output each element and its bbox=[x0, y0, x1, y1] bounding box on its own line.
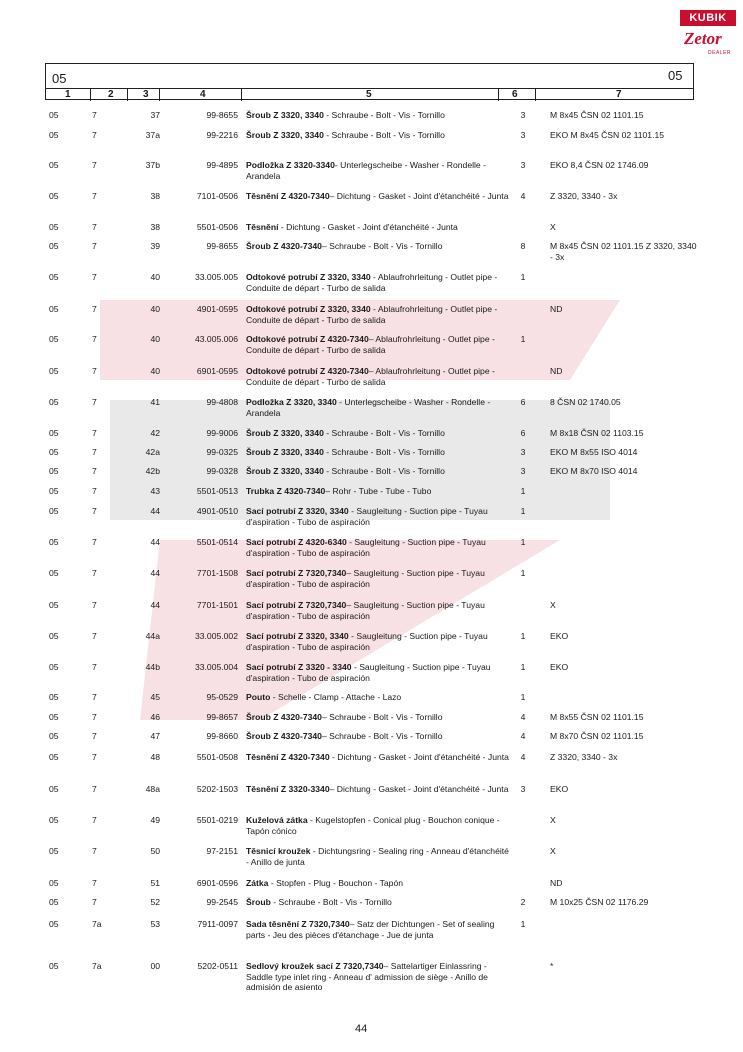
cell-quantity: 3 bbox=[520, 130, 526, 140]
description-name: Těsnění bbox=[246, 222, 279, 232]
cell-section: 05 bbox=[49, 191, 59, 201]
cell-part-number: 6901-0595 bbox=[196, 366, 238, 376]
cell-section: 05 bbox=[49, 110, 59, 120]
cell-part-number: 99-4808 bbox=[206, 397, 238, 407]
cell-position: 40 bbox=[150, 334, 160, 344]
cell-description bbox=[246, 466, 510, 477]
cell-section: 05 bbox=[49, 600, 59, 610]
description-name: Sací potrubí Z 7320,7340 bbox=[246, 568, 347, 578]
cell-position: 37a bbox=[145, 130, 160, 140]
cell-part-number: 33.005.005 bbox=[194, 272, 238, 282]
cell-description bbox=[246, 160, 510, 181]
description-name: Šroub Z 4320-7340 bbox=[246, 731, 322, 741]
cell-group: 7 bbox=[92, 334, 97, 344]
cell-note: M 8x55 ČSN 02 1101.15 bbox=[550, 712, 644, 722]
description-translations: - Saugleitung - Suction pipe - Tuyau d'aspiration - Tubo de aspiración bbox=[246, 537, 486, 558]
cell-group: 7 bbox=[92, 130, 97, 140]
description-name: Těsnicí kroužek bbox=[246, 846, 311, 856]
cell-description bbox=[246, 241, 510, 252]
cell-position: 40 bbox=[150, 366, 160, 376]
section-code-left: 05 bbox=[52, 71, 67, 86]
cell-description bbox=[246, 222, 510, 233]
cell-description bbox=[246, 366, 510, 387]
cell-description bbox=[246, 692, 510, 703]
cell-position: 43 bbox=[150, 486, 160, 496]
description-name: Podložka Z 3320, 3340 bbox=[246, 397, 337, 407]
cell-position: 53 bbox=[150, 919, 160, 929]
cell-group: 7 bbox=[92, 160, 97, 170]
description-name: Těsnění Z 4320-7340 bbox=[246, 191, 330, 201]
cell-group: 7 bbox=[92, 486, 97, 496]
cell-note: * bbox=[550, 961, 554, 971]
cell-note: X bbox=[550, 600, 556, 610]
cell-note: Z 3320, 3340 - 3x bbox=[550, 752, 618, 762]
cell-description bbox=[246, 486, 510, 497]
cell-section: 05 bbox=[49, 878, 59, 888]
cell-part-number: 5202-0511 bbox=[197, 961, 238, 971]
cell-description bbox=[246, 712, 510, 723]
description-translations: – Saugleitung - Suction pipe - Tuyau d'aspiration - Tubo de aspiración bbox=[246, 600, 485, 621]
cell-group: 7 bbox=[92, 506, 97, 516]
description-name: Odtokové potrubí Z 3320, 3340 bbox=[246, 272, 371, 282]
cell-description bbox=[246, 191, 510, 202]
cell-quantity: 1 bbox=[520, 692, 526, 702]
cell-quantity: 1 bbox=[520, 537, 526, 547]
cell-section: 05 bbox=[49, 961, 59, 971]
logo-brand: KUBIK bbox=[680, 10, 736, 26]
description-translations: – Satz der Dichtungen - Set of sealing parts - Jeu des pièces d'étanchage - Jue de junta bbox=[246, 919, 495, 940]
description-name: Sací potrubí Z 3320 - 3340 bbox=[246, 662, 352, 672]
cell-part-number: 5202-1503 bbox=[196, 784, 238, 794]
cell-part-number: 7911-0097 bbox=[197, 919, 238, 929]
cell-description bbox=[246, 537, 510, 558]
cell-position: 37 bbox=[150, 110, 160, 120]
description-translations: – Schraube - Bolt - Vis - Tornillo bbox=[321, 712, 443, 722]
cell-position: 51 bbox=[150, 878, 160, 888]
description-name: Kuželová zátka bbox=[246, 815, 308, 825]
description-translations: - Ablaufrohrleitung - Outlet pipe - Conduite de départ - Turbo de salida bbox=[246, 272, 498, 293]
page-number: 44 bbox=[355, 1023, 368, 1035]
cell-quantity: 1 bbox=[520, 568, 526, 578]
cell-part-number: 33.005.002 bbox=[194, 631, 238, 641]
cell-section: 05 bbox=[49, 784, 59, 794]
description-name: Šroub Z 4320-7340 bbox=[246, 241, 322, 251]
description-translations: - Saugleitung - Suction pipe - Tuyau d'aspiration - Tubo de aspiración bbox=[246, 662, 491, 683]
cell-position: 48a bbox=[145, 784, 160, 794]
cell-section: 05 bbox=[49, 631, 59, 641]
cell-group: 7 bbox=[92, 568, 97, 578]
cell-section: 05 bbox=[49, 919, 59, 929]
cell-description bbox=[246, 130, 510, 141]
cell-note: X bbox=[550, 846, 556, 856]
col-header-1: 1 bbox=[65, 89, 71, 100]
cell-part-number: 99-9006 bbox=[206, 428, 238, 438]
cell-note: M 8x45 ČSN 02 1101.15 bbox=[550, 110, 644, 120]
description-name: Odtokové potrubí Z 3320, 3340 bbox=[246, 304, 371, 314]
cell-position: 50 bbox=[150, 846, 160, 856]
description-name: Sací potrubí Z 4320-6340 bbox=[246, 537, 347, 547]
cell-note: ND bbox=[550, 304, 563, 314]
cell-note: X bbox=[550, 815, 556, 825]
cell-description bbox=[246, 334, 510, 355]
description-translations: - Unterlegscheibe - Washer - Rondelle - Arandela bbox=[246, 397, 491, 418]
description-translations: - Kugelstopfen - Conical plug - Bouchon conique - Tapón cónico bbox=[246, 815, 500, 836]
cell-position: 40 bbox=[150, 304, 160, 314]
description-translations: - Dichtung - Gasket - Joint d'étanchéité - Junta bbox=[329, 752, 509, 762]
cell-section: 05 bbox=[49, 272, 59, 282]
description-translations: - Schraube - Bolt - Vis - Tornillo bbox=[323, 110, 445, 120]
description-name: Těsnění Z 3320-3340 bbox=[246, 784, 330, 794]
cell-group: 7 bbox=[92, 110, 97, 120]
cell-position: 41 bbox=[150, 397, 160, 407]
cell-section: 05 bbox=[49, 397, 59, 407]
cell-description bbox=[246, 878, 510, 889]
description-translations: - Schraube - Bolt - Vis - Tornillo bbox=[323, 466, 445, 476]
cell-note: M 8x45 ČSN 02 1101.15 Z 3320, 3340 - 3x bbox=[550, 241, 697, 262]
cell-description bbox=[246, 428, 510, 439]
cell-quantity: 3 bbox=[520, 110, 526, 120]
section-code-right: 05 bbox=[668, 68, 683, 83]
cell-quantity: 1 bbox=[520, 919, 526, 929]
cell-group: 7 bbox=[92, 600, 97, 610]
description-name: Šroub Z 3320, 3340 bbox=[246, 447, 324, 457]
cell-quantity: 3 bbox=[520, 160, 526, 170]
cell-section: 05 bbox=[49, 304, 59, 314]
cell-description bbox=[246, 631, 510, 652]
cell-position: 44 bbox=[150, 537, 160, 547]
cell-description bbox=[246, 897, 510, 908]
cell-quantity: 3 bbox=[520, 447, 526, 457]
col-header-3: 3 bbox=[143, 89, 149, 100]
cell-position: 49 bbox=[150, 815, 160, 825]
cell-section: 05 bbox=[49, 712, 59, 722]
cell-position: 46 bbox=[150, 712, 160, 722]
cell-part-number: 99-0328 bbox=[206, 466, 238, 476]
description-name: Odtokové potrubí Z 4320-7340 bbox=[246, 366, 369, 376]
description-translations: - Dichtungsring - Sealing ring - Anneau d'étanchéité - Anillo de junta bbox=[246, 846, 509, 867]
description-name: Zátka bbox=[246, 878, 269, 888]
description-translations: - Schraube - Bolt - Vis - Tornillo bbox=[323, 447, 445, 457]
cell-group: 7 bbox=[92, 815, 97, 825]
cell-section: 05 bbox=[49, 537, 59, 547]
cell-section: 05 bbox=[49, 334, 59, 344]
cell-description bbox=[246, 846, 510, 867]
description-name: Pouto bbox=[246, 692, 271, 702]
cell-quantity: 4 bbox=[520, 752, 526, 762]
cell-quantity: 8 bbox=[520, 241, 526, 251]
cell-position: 39 bbox=[150, 241, 160, 251]
logo-sub: Zetor bbox=[684, 29, 722, 48]
description-translations: – Schraube - Bolt - Vis - Tornillo bbox=[321, 241, 443, 251]
cell-part-number: 99-0325 bbox=[206, 447, 238, 457]
col-header-2: 2 bbox=[108, 89, 114, 100]
cell-group: 7a bbox=[92, 961, 102, 971]
cell-group: 7 bbox=[92, 428, 97, 438]
cell-description bbox=[246, 600, 510, 621]
cell-description bbox=[246, 731, 510, 742]
cell-description bbox=[246, 272, 510, 293]
cell-section: 05 bbox=[49, 752, 59, 762]
cell-quantity: 1 bbox=[520, 506, 526, 516]
cell-part-number: 6901-0596 bbox=[196, 878, 238, 888]
cell-section: 05 bbox=[49, 662, 59, 672]
cell-part-number: 7701-1508 bbox=[196, 568, 238, 578]
cell-description bbox=[246, 506, 510, 527]
cell-group: 7 bbox=[92, 897, 97, 907]
cell-part-number: 99-8660 bbox=[206, 731, 238, 741]
cell-position: 42a bbox=[145, 447, 160, 457]
description-name: Sedlový kroužek sací Z 7320,7340 bbox=[246, 961, 384, 971]
cell-part-number: 5501-0506 bbox=[196, 222, 238, 232]
cell-description bbox=[246, 110, 510, 121]
cell-quantity: 1 bbox=[520, 662, 526, 672]
cell-group: 7 bbox=[92, 241, 97, 251]
description-translations: - Saugleitung - Suction pipe - Tuyau d'aspiration - Tubo de aspiración bbox=[246, 506, 488, 527]
col-header-7: 7 bbox=[616, 89, 622, 100]
cell-description bbox=[246, 397, 510, 418]
cell-position: 44a bbox=[145, 631, 160, 641]
cell-note: X bbox=[550, 222, 556, 232]
description-translations: – Sattelartiger Einlassring - Saddle type inlet ring - Anneau d' admission de siège - Anillo de admisión de asiento bbox=[246, 961, 488, 992]
cell-group: 7 bbox=[92, 366, 97, 376]
description-translations: - Saugleitung - Suction pipe - Tuyau d'aspiration - Tubo de aspiración bbox=[246, 631, 488, 652]
cell-section: 05 bbox=[49, 897, 59, 907]
cell-section: 05 bbox=[49, 846, 59, 856]
cell-section: 05 bbox=[49, 815, 59, 825]
cell-quantity: 3 bbox=[520, 784, 526, 794]
cell-note: EKO M 8x55 ISO 4014 bbox=[550, 447, 638, 457]
cell-section: 05 bbox=[49, 130, 59, 140]
description-translations: - Schelle - Clamp - Attache - Lazo bbox=[270, 692, 402, 702]
cell-part-number: 97-2151 bbox=[206, 846, 238, 856]
cell-part-number: 7101-0506 bbox=[196, 191, 238, 201]
cell-group: 7 bbox=[92, 712, 97, 722]
cell-quantity: 1 bbox=[520, 272, 526, 282]
cell-description bbox=[246, 568, 510, 589]
description-translations: – Rohr - Tube - Tube - Tubo bbox=[325, 486, 432, 496]
cell-part-number: 33.005.004 bbox=[194, 662, 238, 672]
cell-note: EKO M 8x45 ČSN 02 1101.15 bbox=[550, 130, 665, 140]
col-header-4: 4 bbox=[200, 89, 206, 100]
cell-part-number: 43.005.006 bbox=[194, 334, 238, 344]
col-header-5: 5 bbox=[366, 89, 372, 100]
cell-description bbox=[246, 961, 510, 993]
cell-group: 7 bbox=[92, 662, 97, 672]
cell-section: 05 bbox=[49, 366, 59, 376]
cell-group: 7 bbox=[92, 692, 97, 702]
cell-part-number: 5501-0514 bbox=[196, 537, 238, 547]
cell-group: 7 bbox=[92, 397, 97, 407]
cell-note: EKO bbox=[550, 784, 569, 794]
cell-position: 44 bbox=[150, 600, 160, 610]
cell-part-number: 5501-0513 bbox=[196, 486, 238, 496]
description-name: Šroub Z 3320, 3340 bbox=[246, 130, 324, 140]
description-translations: – Dichtung - Gasket - Joint d'étanchéité - Junta bbox=[329, 191, 509, 201]
cell-quantity: 6 bbox=[520, 428, 526, 438]
cell-note: ND bbox=[550, 878, 563, 888]
cell-group: 7 bbox=[92, 878, 97, 888]
cell-description bbox=[246, 447, 510, 458]
cell-section: 05 bbox=[49, 222, 59, 232]
description-name: Podložka Z 3320-3340 bbox=[246, 160, 335, 170]
cell-position: 47 bbox=[150, 731, 160, 741]
cell-group: 7 bbox=[92, 631, 97, 641]
description-translations: - Ablaufrohrleitung - Outlet pipe - Conduite de départ - Turbo de salida bbox=[246, 304, 498, 325]
cell-description bbox=[246, 662, 510, 683]
cell-position: 52 bbox=[150, 897, 160, 907]
cell-position: 00 bbox=[150, 961, 160, 971]
cell-section: 05 bbox=[49, 568, 59, 578]
cell-group: 7 bbox=[92, 272, 97, 282]
cell-quantity: 3 bbox=[520, 466, 526, 476]
cell-position: 40 bbox=[150, 272, 160, 282]
cell-section: 05 bbox=[49, 506, 59, 516]
description-translations: – Schraube - Bolt - Vis - Tornillo bbox=[321, 731, 443, 741]
cell-part-number: 99-4895 bbox=[206, 160, 238, 170]
cell-position: 44 bbox=[150, 568, 160, 578]
kubik-zetor-logo bbox=[680, 10, 736, 64]
cell-note: ND bbox=[550, 366, 563, 376]
cell-note: M 8x70 ČSN 02 1101.15 bbox=[550, 731, 644, 741]
cell-note: 8 ČSN 02 1740.05 bbox=[550, 397, 621, 407]
cell-part-number: 5501-0508 bbox=[196, 752, 238, 762]
cell-part-number: 5501-0219 bbox=[196, 815, 238, 825]
cell-note: M 10x25 ČSN 02 1176.29 bbox=[550, 897, 649, 907]
cell-group: 7 bbox=[92, 537, 97, 547]
cell-section: 05 bbox=[49, 447, 59, 457]
description-name: Šroub Z 3320, 3340 bbox=[246, 110, 324, 120]
description-translations: – Saugleitung - Suction pipe - Tuyau d'aspiration - Tubo de aspiración bbox=[246, 568, 485, 589]
cell-position: 37b bbox=[145, 160, 160, 170]
description-translations: - Dichtung - Gasket - Joint d'étanchéité - Junta bbox=[278, 222, 458, 232]
col-header-6: 6 bbox=[512, 89, 518, 100]
cell-group: 7 bbox=[92, 752, 97, 762]
cell-note: EKO 8,4 ČSN 02 1746.09 bbox=[550, 160, 649, 170]
cell-position: 38 bbox=[150, 191, 160, 201]
cell-position: 45 bbox=[150, 692, 160, 702]
description-translations: - Schraube - Bolt - Vis - Tornillo bbox=[323, 130, 445, 140]
cell-part-number: 99-8657 bbox=[206, 712, 238, 722]
cell-group: 7 bbox=[92, 466, 97, 476]
cell-description bbox=[246, 815, 510, 836]
description-translations: - Unterlegscheibe - Washer - Rondelle - Arandela bbox=[246, 160, 486, 181]
cell-section: 05 bbox=[49, 486, 59, 496]
cell-section: 05 bbox=[49, 241, 59, 251]
description-name: Šroub bbox=[246, 897, 271, 907]
description-name: Šroub Z 3320, 3340 bbox=[246, 466, 324, 476]
description-translations: – Ablaufrohrleitung - Outlet pipe - Conduite de départ - Turbo de salida bbox=[246, 366, 495, 387]
cell-group: 7 bbox=[92, 191, 97, 201]
cell-note: EKO bbox=[550, 662, 569, 672]
description-translations: - Schraube - Bolt - Vis - Tornillo bbox=[270, 897, 392, 907]
description-name: Sada těsnění Z 7320,7340 bbox=[246, 919, 350, 929]
cell-section: 05 bbox=[49, 731, 59, 741]
cell-note: EKO bbox=[550, 631, 569, 641]
cell-quantity: 4 bbox=[520, 712, 526, 722]
cell-description bbox=[246, 919, 510, 940]
description-translations: - Schraube - Bolt - Vis - Tornillo bbox=[323, 428, 445, 438]
cell-quantity: 4 bbox=[520, 731, 526, 741]
cell-description bbox=[246, 752, 510, 763]
cell-position: 42b bbox=[145, 466, 160, 476]
cell-quantity: 4 bbox=[520, 191, 526, 201]
cell-part-number: 99-2545 bbox=[206, 897, 238, 907]
cell-quantity: 1 bbox=[520, 486, 526, 496]
column-header-row bbox=[45, 88, 694, 101]
cell-group: 7 bbox=[92, 304, 97, 314]
cell-position: 48 bbox=[150, 752, 160, 762]
cell-quantity: 6 bbox=[520, 397, 526, 407]
cell-group: 7 bbox=[92, 222, 97, 232]
cell-section: 05 bbox=[49, 428, 59, 438]
cell-part-number: 95-0529 bbox=[206, 692, 238, 702]
cell-section: 05 bbox=[49, 692, 59, 702]
logo-dealer: DEALER bbox=[708, 50, 732, 56]
cell-position: 38 bbox=[150, 222, 160, 232]
cell-group: 7 bbox=[92, 784, 97, 794]
description-translations: - Stopfen - Plug - Bouchon - Tapón bbox=[268, 878, 404, 888]
cell-group: 7 bbox=[92, 731, 97, 741]
cell-part-number: 4901-0510 bbox=[196, 506, 238, 516]
cell-note: EKO M 8x70 ISO 4014 bbox=[550, 466, 638, 476]
cell-description bbox=[246, 784, 510, 795]
description-name: Sací potrubí Z 3320, 3340 bbox=[246, 631, 349, 641]
cell-part-number: 99-8655 bbox=[206, 110, 238, 120]
description-name: Sací potrubí Z 7320,7340 bbox=[246, 600, 347, 610]
description-translations: – Ablaufrohrleitung - Outlet pipe - Conduite de départ - Turbo de salida bbox=[246, 334, 495, 355]
description-name: Šroub Z 4320-7340 bbox=[246, 712, 322, 722]
cell-group: 7a bbox=[92, 919, 102, 929]
description-name: Šroub Z 3320, 3340 bbox=[246, 428, 324, 438]
cell-note: M 8x18 ČSN 02 1103.15 bbox=[550, 428, 644, 438]
cell-group: 7 bbox=[92, 447, 97, 457]
cell-note: Z 3320, 3340 - 3x bbox=[550, 191, 618, 201]
cell-section: 05 bbox=[49, 160, 59, 170]
cell-position: 42 bbox=[150, 428, 160, 438]
description-translations: – Dichtung - Gasket - Joint d'étanchéité - Junta bbox=[329, 784, 509, 794]
cell-quantity: 2 bbox=[520, 897, 526, 907]
cell-part-number: 99-8655 bbox=[206, 241, 238, 251]
cell-position: 44 bbox=[150, 506, 160, 516]
cell-part-number: 7701-1501 bbox=[196, 600, 238, 610]
description-name: Sací potrubí Z 3320, 3340 bbox=[246, 506, 349, 516]
description-name: Trubka Z 4320-7340 bbox=[246, 486, 326, 496]
cell-part-number: 99-2216 bbox=[206, 130, 238, 140]
cell-quantity: 1 bbox=[520, 334, 526, 344]
cell-group: 7 bbox=[92, 846, 97, 856]
cell-position: 44b bbox=[145, 662, 160, 672]
cell-description bbox=[246, 304, 510, 325]
cell-part-number: 4901-0595 bbox=[196, 304, 238, 314]
description-name: Těsnění Z 4320-7340 bbox=[246, 752, 330, 762]
description-name: Odtokové potrubí Z 4320-7340 bbox=[246, 334, 369, 344]
cell-section: 05 bbox=[49, 466, 59, 476]
cell-quantity: 1 bbox=[520, 631, 526, 641]
